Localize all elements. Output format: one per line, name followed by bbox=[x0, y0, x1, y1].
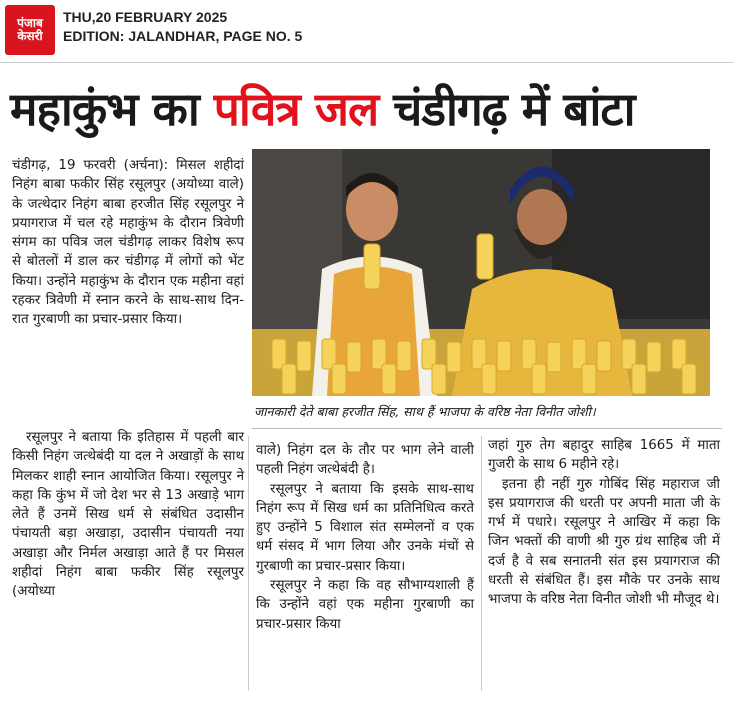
article-paragraph: वाले) निहंग दल के तौर पर भाग लेने वाली पहली निहंग जत्थेबंदी है। bbox=[256, 443, 474, 478]
edition-meta bbox=[63, 8, 302, 46]
article-headline bbox=[10, 74, 635, 144]
article-photo bbox=[252, 149, 710, 396]
edition-date: THU,20 FEBRUARY 2025 bbox=[63, 9, 228, 25]
article-paragraph: रसूलपुर ने बताया कि इसके साथ-साथ निहंग रूप में सिख धर्म का प्रतिनिधित्व करते हुए उन्होंने 5 विशाल संत सम्मेलनों व एक धर्म संसद में भाग लिया और उनके मंचों से गुरबाणी का प्रचार-प्रसार किया। bbox=[256, 481, 474, 574]
article-column-2 bbox=[256, 441, 474, 634]
article-lead-paragraph: चंडीगढ़, 19 फरवरी (अर्चना): मिसल शहीदां निहंग बाबा फकीर सिंह रसूलपुर (अयोध्या वाले) के जत्थेदार निहंग बाबा हरजीत सिंह रसूलपुर ने प्रयागराज में चल रहे महाकुंभ के दौरान त्रिवेणी संगम का पवित्र जल चंडीगढ़ लाकर विशेष रूप से बोतलों में डाल कर चंडीगढ़ में लोगों को भेंट किया। उन्होंने महाकुंभ के दौरान एक महीना वहां रहकर त्रिवेणी में स्नान करने के साथ-साथ दिन-रात गुरबाणी का प्रचार-प्रसार किया। bbox=[12, 158, 244, 328]
headline-part1: महाकुंभ का bbox=[10, 82, 214, 136]
logo-line2: केसरी bbox=[17, 29, 43, 43]
photo-illustration bbox=[252, 149, 710, 396]
article-column-1-bottom bbox=[12, 428, 244, 602]
column-divider bbox=[248, 436, 249, 691]
masthead-divider bbox=[0, 62, 734, 63]
article-paragraph: रसूलपुर ने कहा कि वह सौभाग्यशाली हैं कि उन्होंने वहां एक महीना गुरबाणी का प्रचार-प्रसार किया bbox=[256, 578, 474, 632]
article-paragraph: रसूलपुर ने बताया कि इतिहास में पहली बार किसी निहंग जत्थेबंदी या दल ने अखाड़ों के साथ मिलकर शाही स्नान आयोजित किया। रसूलपुर ने कहा कि कुंभ में जो देश भर से 13 अखाड़े भाग लेते हैं उनमें सिख धर्म से संबंधित उदासीन पंचायती बड़ा अखाड़ा, उदासीन पंचायती नया अखाड़ा और निर्मल अखाड़ा आते हैं पर मिसल शहीदां निहंग बाबा फकीर सिंह रसूलपुर (अयोध्या bbox=[12, 430, 244, 600]
edition-info: EDITION: JALANDHAR, PAGE NO. 5 bbox=[63, 28, 303, 44]
article-paragraph: इतना ही नहीं गुरु गोबिंद सिंह महाराज जी इस प्रयागराज की धरती पर अपनी माता जी के गर्भ में पधारे। रसूलपुर ने आखिर में कहा कि जिन भक्तों की वाणी श्री गुरु ग्रंथ साहिब जी में दर्ज है वे सब सनातनी संत इस प्रयागराज की धरती से संबंधित हैं। इस मौके पर उनके साथ भाजपा के वरिष्ठ नेता विनीत जोशी भी मौजूद थे। bbox=[488, 476, 720, 608]
newspaper-logo bbox=[5, 5, 55, 55]
column-divider bbox=[481, 436, 482, 691]
article-paragraph: जहां गुरु तेग बहादुर साहिब 1665 में माता गुजरी के साथ 6 महीने रहे। bbox=[488, 438, 720, 473]
logo-line1: पंजाब bbox=[17, 15, 43, 30]
headline-part2: चंडीगढ़ में बांटा bbox=[378, 82, 635, 136]
article-column-3 bbox=[488, 436, 720, 610]
headline-highlight: पवित्र जल bbox=[213, 82, 379, 136]
article-column-1-top bbox=[12, 156, 244, 330]
caption-divider bbox=[252, 428, 722, 429]
photo-caption: जानकारी देते बाबा हरजीत सिंह, साथ हैं भाजपा के वरिष्ठ नेता विनीत जोशी। bbox=[253, 404, 596, 419]
